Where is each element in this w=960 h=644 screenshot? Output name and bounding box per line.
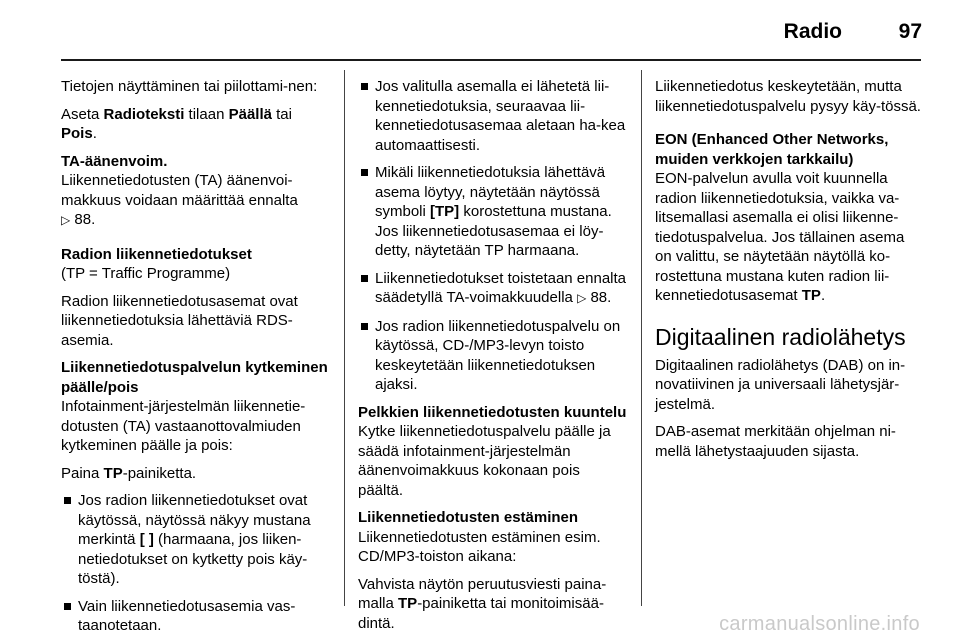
subheading: Liikennetiedotuspalvelun kytkeminen päälle/pois bbox=[61, 359, 328, 396]
subheading: Pelkkien liikennetiedotusten kuuntelu bbox=[358, 403, 627, 421]
page-reference[interactable]: 88. bbox=[74, 211, 96, 228]
column-3 bbox=[655, 77, 925, 469]
section-heading: EON (Enhanced Other Networks, muiden verkkojen tarkkailu) bbox=[655, 131, 889, 168]
list-item: Jos valitulla asemalla ei lähetetä lii-kennetiedotuksia, seuraavaa lii-kennetiedotusasemaa aletaan ha-kea automaattisesti. bbox=[358, 77, 628, 155]
paragraph: Liikennetiedotus keskeytetään, mutta liikennetiedotuspalvelu pysyy käy-tössä. bbox=[655, 78, 921, 115]
paragraph: Aseta Radioteksti tilaan Päällä tai Pois. bbox=[61, 105, 292, 142]
paragraph: Tietojen näyttäminen tai piilottami-nen: bbox=[61, 78, 318, 95]
paragraph: DAB-asemat merkitään ohjelman ni-mellä lähetystaajuuden sijasta. bbox=[655, 423, 896, 460]
page-reference[interactable]: 88. bbox=[590, 289, 612, 306]
paragraph: Liikennetiedotusten estäminen esim. CD/MP3-toiston aikana: bbox=[358, 528, 601, 565]
list-item: Jos radion liikennetiedotukset ovat käytössä, näytössä näkyy mustana merkintä [ ] (harmaana, jos liiken-netiedotukset on kytketty pois käy-töstä). bbox=[61, 491, 331, 589]
page-number: 97 bbox=[898, 20, 922, 43]
paragraph: Digitaalinen radiolähetys (DAB) on in-novatiivinen ja universaali lähetysjär-jestelmä. bbox=[655, 356, 906, 413]
arrow-right-icon[interactable]: ▷ bbox=[61, 213, 71, 227]
list-item: Jos radion liikennetiedotuspalvelu on käytössä, CD-/MP3-levyn toisto keskeytetään liikennetiedotuksen ajaksi. bbox=[358, 317, 628, 395]
paragraph: Infotainment-järjestelmän liikennetie-dotusten (TA) vastaanottovalmiuden kytkeminen päälle ja pois: bbox=[61, 398, 306, 454]
list-item: Liikennetiedotukset toistetaan ennalta säädetyllä TA-voimakkuudella ▷ 88. bbox=[358, 269, 628, 309]
column-divider bbox=[641, 70, 642, 606]
paragraph: Vahvista näytön peruutusviesti paina-malla TP-painiketta tai monitoimisää-dintä. bbox=[358, 575, 607, 632]
subheading: Liikennetiedotusten estäminen bbox=[358, 509, 579, 526]
section-heading: Radion liikennetiedotukset bbox=[61, 245, 252, 263]
header-rule bbox=[61, 59, 921, 61]
paragraph: Kytke liikennetiedotuspalvelu päälle ja säädä infotainment-järjestelmän äänenvoimakkuus kokonaan pois päältä. bbox=[358, 423, 611, 499]
paragraph: (TP = Traffic Programme) bbox=[61, 265, 231, 282]
watermark: carmanualsonline.info bbox=[719, 613, 920, 635]
arrow-right-icon[interactable]: ▷ bbox=[577, 291, 587, 305]
column-1 bbox=[61, 77, 331, 644]
paragraph: Liikennetiedotusten (TA) äänenvoi-makkuus voidaan määrittää ennalta ▷ 88. bbox=[61, 172, 298, 228]
chapter-heading: Digitaalinen radiolähetys bbox=[655, 323, 906, 350]
paragraph: Paina TP-painiketta. bbox=[61, 464, 197, 482]
paragraph: EON-palvelun avulla voit kuunnella radion liikennetiedotuksia, vaikka va-litsemallasi asemalla ei olisi liikenne-tiedotuspalvelua. Jos tällainen asema on valittu, se näytetään näytöllä ko-rostettuna mustana kuten radion lii-kennetiedotusasemat TP. bbox=[655, 170, 905, 304]
column-divider bbox=[344, 70, 345, 606]
page-header-title: Radio bbox=[783, 20, 842, 43]
column-2 bbox=[358, 77, 628, 641]
list-item: Vain liikennetiedotusasemia vas-taanotetaan. bbox=[61, 597, 331, 636]
subheading: TA-äänenvoim. bbox=[61, 152, 168, 170]
paragraph: Radion liikennetiedotusasemat ovat liikennetiedotuksia lähettäviä RDS-asemia. bbox=[61, 292, 298, 349]
list-item: Mikäli liikennetiedotuksia lähettävä asema löytyy, näytetään näytössä symboli [TP] korostettuna mustana. Jos liikennetiedotusasemaa ei löy-detty, näytetään TP harmaana. bbox=[358, 163, 628, 261]
